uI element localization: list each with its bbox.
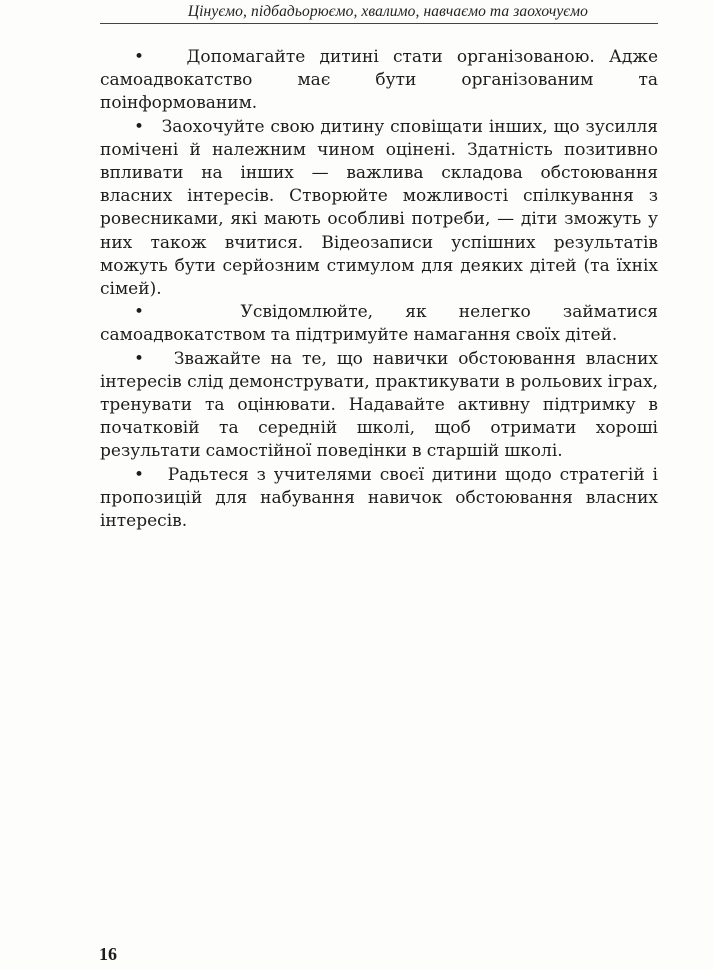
list-item-text: Допомагайте дитині стати організованою. Адже самоадвокатство має бути організованим та поінформованим.	[100, 47, 659, 114]
list-item	[100, 46, 658, 116]
bullet-icon: •	[134, 47, 145, 67]
running-header-title: Цінуємо, підбадьорюємо, хвалимо, навчаємо та заохочуємо	[187, 3, 588, 20]
list-item-text: Радьтеся з учителями своєї дитини щодо стратегій і пропозицій для набування навичок обстоювання власних інтересів.	[100, 464, 658, 532]
list-item-text: Усвідомлюйте, як нелегко займатися самоадвокатством та підтримуйте намагання своїх дітей.	[100, 302, 659, 346]
list-item-text: Зважайте на те, що навички обстоювання власних інтересів слід демонструвати, практикувати в рольових іграх, тренувати та оцінювати. Надавайте активну підтримку в початковій та середній школі, щоб отримати хороші результати самостійної поведінки в старшій школі.	[100, 348, 659, 462]
running-header	[100, 0, 658, 24]
list-item	[100, 116, 658, 302]
page-body	[100, 46, 658, 533]
list-item	[100, 464, 658, 534]
list-item-text: Заохочуйте свою дитину сповіщати інших, що зусилля помічені й належним чином оцінені. Здатність позитивно впливати на інших — важлива складова обстоювання власних інтересів. Створюйте можливості спілкування з ровесниками, які мають особливі потреби, — діти зможуть у них також вчитися. Відеозаписи успішних результатів можуть бути серйозним стимулом для деяких дітей (та їхніх сімей).	[100, 116, 659, 300]
bullet-icon: •	[134, 464, 145, 485]
list-item	[100, 348, 658, 464]
list-item	[100, 301, 658, 347]
bullet-icon: •	[134, 348, 145, 369]
page-number: 16	[99, 944, 117, 964]
bullet-icon: •	[134, 302, 145, 323]
bullet-icon: •	[134, 116, 145, 137]
